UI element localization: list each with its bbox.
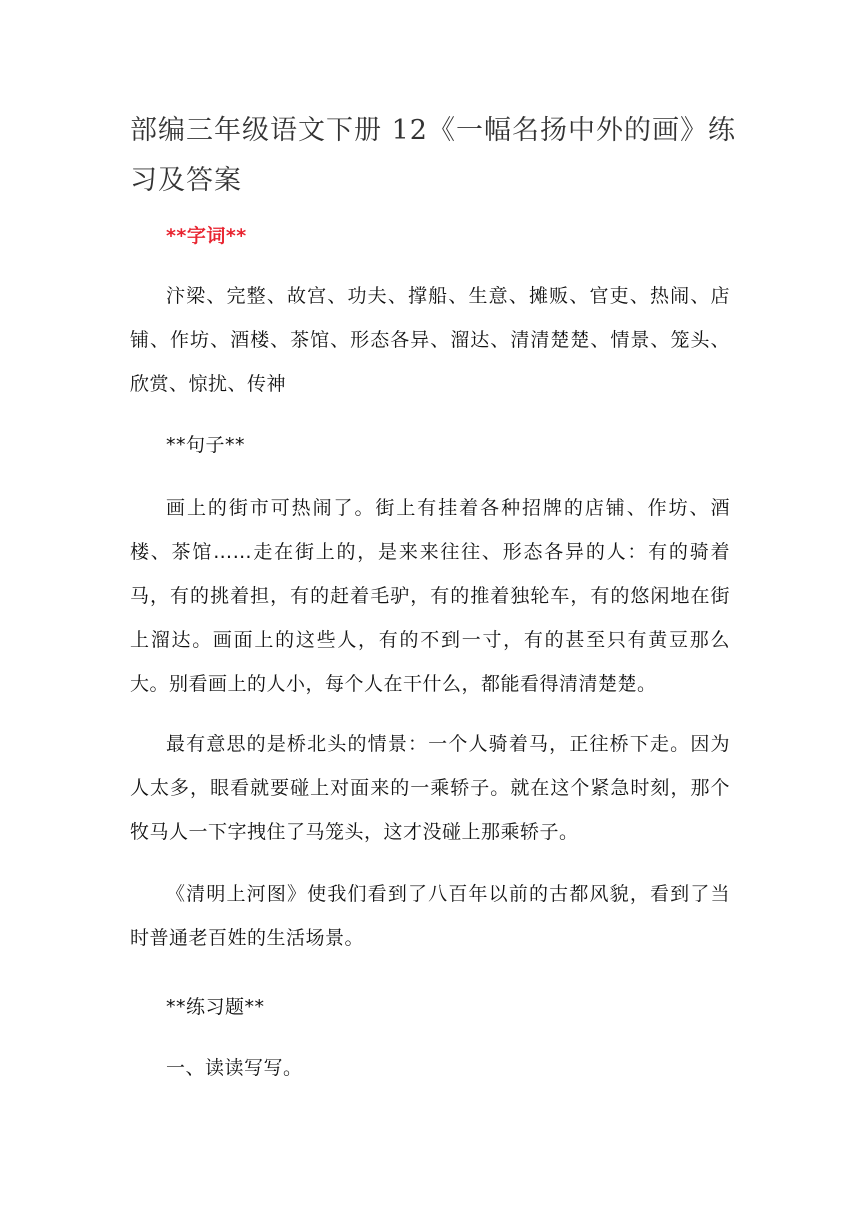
exercise-item-1: 一、读读写写。: [166, 1057, 303, 1079]
words-heading: **字词**: [166, 225, 247, 247]
exercises-heading: **练习题**: [166, 996, 265, 1018]
page-title: 部编三年级语文下册 12《一幅名扬中外的画》练习及答案: [130, 115, 736, 196]
sentence-paragraph-1: 画上的街市可热闹了。街上有挂着各种招牌的店铺、作坊、酒楼、茶馆……走在街上的，是来来往往、形态各异的人：有的骑着马，有的挑着担，有的赶着毛驴，有的推着独轮车，有的悠闲地在街上溜达。画面上的这些人，有的不到一寸，有的甚至只有黄豆那么大。别看画上的人小，每个人在干什么，都能看得清清楚楚。: [130, 497, 730, 695]
sentences-heading: **句子**: [166, 434, 246, 456]
sentence-paragraph-3: 《清明上河图》使我们看到了八百年以前的古都风貌，看到了当时普通老百姓的生活场景。: [130, 883, 730, 949]
words-list: 汴梁、完整、故宫、功夫、撑船、生意、摊贩、官吏、热闹、店铺、作坊、酒楼、茶馆、形态各异、溜达、清清楚楚、情景、笼头、欣赏、惊扰、传神: [130, 285, 730, 395]
sentence-paragraph-2: 最有意思的是桥北头的情景：一个人骑着马，正往桥下走。因为人太多，眼看就要碰上对面来的一乘轿子。就在这个紧急时刻，那个牧马人一下字拽住了马笼头，这才没碰上那乘轿子。: [130, 733, 730, 843]
